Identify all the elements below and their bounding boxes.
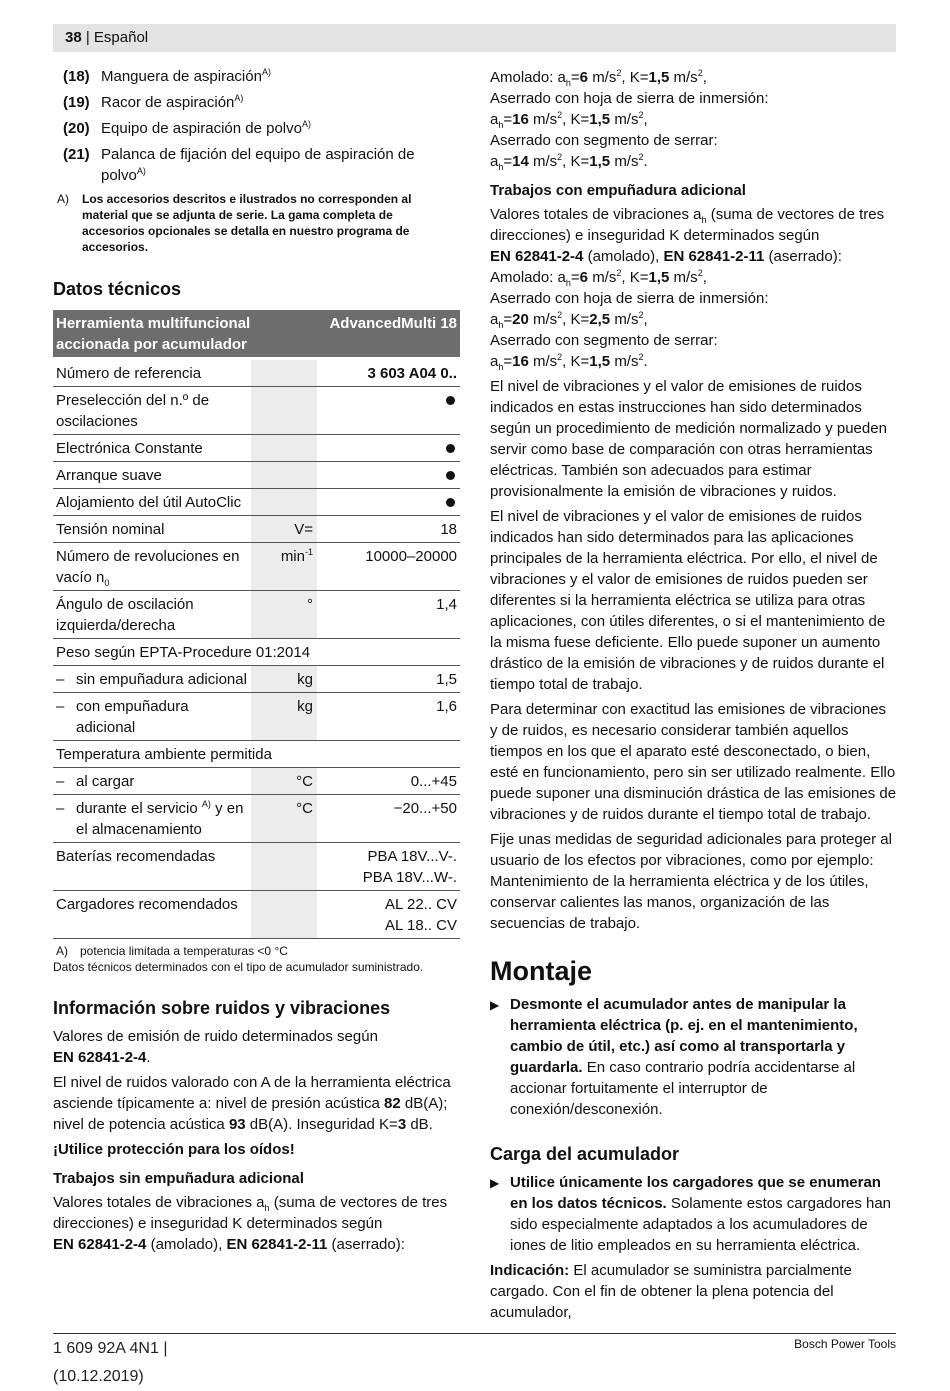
row-unit: kg [251, 666, 317, 693]
left-column [53, 66, 460, 1259]
row-unit: $\min^{-1}$ [251, 543, 317, 591]
feature-dot-icon [446, 471, 455, 480]
row-unit: °C [251, 768, 317, 795]
header-separator: | [81, 29, 94, 46]
value-line: Amolado: $a_h=6$ $m/s^2$, K=1,5 $m/s^2$, [490, 68, 707, 88]
value-line: $a_h=20$ $m/s^2$, K=2,5 $m/s^2$, [490, 310, 648, 330]
row-unit [251, 387, 317, 435]
table-footnote-a: A) potencia limitada a temperaturas <0 °C [56, 944, 288, 958]
row-label: Peso según EPTA-Procedure 01:2014 [53, 639, 460, 666]
noise-paragraph-1: Valores de emisión de ruido determinados según EN 62841-2-4. [53, 1028, 378, 1066]
item-text: Manguera de aspiración$^{A)}$ [101, 67, 271, 85]
row-value [317, 489, 460, 516]
table-row [53, 462, 460, 489]
table-row [53, 666, 460, 693]
value-line: $a_h=16$ $m/s^2$, K=1,5 $m/s^2$. [490, 352, 648, 372]
row-unit: °C [251, 795, 317, 843]
row-value: 3 603 A04 0.. [317, 359, 460, 387]
row-label: – sin empuñadura adicional [53, 666, 251, 693]
vibration-intro: Valores totales de vibraciones $a_h$ (suma de vectores de tres direcciones) e inseguridad K determinados según EN 62841-2-4 (amolado), EN 62841-2-11 (aserrado): [490, 206, 885, 265]
table-footnote-b: Datos técnicos determinados con el tipo de acumulador suministrado. [53, 960, 424, 974]
table-row [53, 435, 460, 462]
row-unit [251, 462, 317, 489]
item-number: (18) [63, 68, 90, 85]
accessory-footnote: A) Los accesorios descritos e ilustrados no corresponden al material que se adjunta de serie. La gama completa de accesorios opcionales se detalla en nuestro programa de accesorios. [57, 192, 412, 254]
row-value [317, 387, 460, 435]
vibration-values-2 [490, 267, 897, 372]
charge-heading: Carga del acumulador [490, 1144, 680, 1164]
vibration-values-1 [490, 67, 897, 172]
value-line: Aserrado con segmento de serrar: [490, 132, 718, 149]
noise-heading: Información sobre ruidos y vibraciones [53, 998, 391, 1018]
table-row [53, 795, 460, 843]
ear-protection-warning: ¡Utilice protección para los oídos! [53, 1141, 295, 1158]
row-value: 10000–20000 [317, 543, 460, 591]
row-unit [251, 359, 317, 387]
list-item [53, 118, 460, 139]
table-head-model: AdvancedMulti 18 [317, 310, 460, 359]
value-line: $a_h=14$ $m/s^2$, K=1,5 $m/s^2$. [490, 152, 648, 172]
row-label: Tensión nominal [53, 516, 251, 543]
triangle-bullet-icon: ▶ [490, 998, 500, 1012]
montaje-warning: ▶ Desmonte el acumulador antes de manipular la herramienta eléctrica (p. ej. en el mantenimiento, cambio de útil, etc.) así como al transportarla y guardarla. En caso contrario podría accidentarse al accionar fortuitamente el interruptor de conexión/desconexión. [490, 996, 858, 1118]
row-unit [251, 891, 317, 939]
row-value: 1,4 [317, 591, 460, 639]
without-handle-heading: Trabajos sin empuñadura adicional [53, 1170, 304, 1187]
value-line: Aserrado con hoja de sierra de inmersión: [490, 290, 769, 307]
with-handle-heading: Trabajos con empuñadura adicional [490, 182, 746, 199]
table-row [53, 591, 460, 639]
table-row [53, 891, 460, 939]
row-value: 1,6 [317, 693, 460, 741]
row-value: PBA 18V...V-. PBA 18V...W-. [317, 843, 460, 891]
row-label: Alojamiento del útil AutoClic [53, 489, 251, 516]
row-label: Ángulo de oscilación izquierda/derecha [53, 591, 251, 639]
table-row [53, 768, 460, 795]
parts-list [53, 66, 460, 186]
row-label: Número de revoluciones en vacío $n_0$ [53, 543, 251, 591]
vibration-paragraph-3: Para determinar con exactitud las emisiones de vibraciones y de ruidos, es necesario considerar también aquellos tiempos en los que el aparato esté desconectado, o bien, esté en funcionamiento, pero sin ser utilizado realmente. Ello puede suponer una disminución drástica de las emisiones de vibraciones y de ruidos durante el tiempo total de trabajo. [490, 701, 897, 823]
row-label: – durante el servicio $^{A)}$ y en el almacenamiento [53, 795, 251, 843]
document-code: 1 609 92A 4N1 | (10.12.2019) [53, 1340, 168, 1385]
vibration-intro: Valores totales de vibraciones $a_h$ (suma de vectores de tres direcciones) e inseguridad K determinados según EN 62841-2-4 (amolado), EN 62841-2-11 (aserrado): [53, 1194, 448, 1253]
row-value [317, 435, 460, 462]
tech-heading: Datos técnicos [53, 279, 182, 299]
charge-warning: ▶ Utilice únicamente los cargadores que se enumeran en los datos técnicos. Solamente estos cargadores han sido especialmente adaptados a los acumuladores de iones de litio empleados en su herramienta eléctrica. [490, 1174, 892, 1254]
vibration-paragraph-4: Fije unas medidas de seguridad adicionales para proteger al usuario de los efectos por vibraciones, como por ejemplo: Mantenimiento de la herramienta eléctrica y de los útiles, conservar calientes las manos, organización de las secuencias de trabajo. [490, 831, 892, 932]
row-label: – con empuñadura adicional [53, 693, 251, 741]
item-number: (19) [63, 94, 90, 111]
row-label: Arranque suave [53, 462, 251, 489]
row-label: Preselección del n.º de oscilaciones [53, 387, 251, 435]
row-label: Cargadores recomendados [53, 891, 251, 939]
table-row [53, 639, 460, 666]
feature-dot-icon [446, 498, 455, 507]
value-line: Aserrado con segmento de serrar: [490, 332, 718, 349]
row-value [317, 462, 460, 489]
table-header-row [53, 310, 460, 359]
table-row [53, 693, 460, 741]
noise-paragraph-2: El nivel de ruidos valorado con A de la herramienta eléctrica asciende típicamente a: nivel de presión acústica 82 dB(A); nivel de potencia acústica 93 dB(A). Inseguridad K=3 dB. [53, 1074, 451, 1133]
row-label: Temperatura ambiente permitida [53, 741, 460, 768]
row-label: – al cargar [53, 768, 251, 795]
row-label: Electrónica Constante [53, 435, 251, 462]
value-line: Aserrado con hoja de sierra de inmersión: [490, 90, 769, 107]
row-value: 0...+45 [317, 768, 460, 795]
item-number: (21) [63, 146, 90, 163]
row-value: AL 22.. CV AL 18.. CV [317, 891, 460, 939]
page-header [53, 24, 896, 52]
row-label: Número de referencia [53, 359, 251, 387]
table-row [53, 359, 460, 387]
row-unit: kg [251, 693, 317, 741]
row-unit [251, 489, 317, 516]
feature-dot-icon [446, 444, 455, 453]
triangle-bullet-icon: ▶ [490, 1176, 500, 1190]
vibration-paragraph-1: El nivel de vibraciones y el valor de emisiones de ruidos indicados en estas instrucciones han sido determinados según un procedimiento de medición normalizado y pueden servir como base de comparación con otras herramientas eléctricas. También son adecuados para estimar provisionalmente la emisión de vibraciones y ruidos. [490, 378, 887, 500]
item-text: Equipo de aspiración de polvo$^{A)}$ [101, 119, 311, 137]
table-row [53, 387, 460, 435]
table-row [53, 516, 460, 543]
table-row [53, 741, 460, 768]
page-footer [53, 1333, 896, 1385]
row-unit [251, 435, 317, 462]
footer-brand: Bosch Power Tools [794, 1337, 896, 1351]
header-language: Español [93, 29, 149, 46]
table-row [53, 843, 460, 891]
row-value: −20...+50 [317, 795, 460, 843]
list-item [53, 66, 460, 87]
table-head-label: Herramienta multifuncional accionada por acumulador [53, 310, 317, 359]
row-value: 1,5 [317, 666, 460, 693]
page-number: 38 [65, 29, 82, 46]
item-text: Palanca de fijación del equipo de aspiración de polvo$^{A)}$ [101, 146, 415, 184]
row-unit: ° [251, 591, 317, 639]
right-column [490, 67, 897, 1327]
feature-dot-icon [446, 396, 455, 405]
row-label: Baterías recomendadas [53, 843, 251, 891]
value-line: $a_h=16$ $m/s^2$, K=1,5 $m/s^2$, [490, 110, 648, 130]
list-item [53, 92, 460, 113]
table-row [53, 543, 460, 591]
vibration-paragraph-2: El nivel de vibraciones y el valor de emisiones de ruidos indicados han sido determinados para las aplicaciones principales de la herramienta eléctrica. Por ello, el nivel de vibraciones y el valor de emisiones de ruidos pueden ser diferentes si la herramienta eléctrica se utiliza para otras aplicaciones, con útiles diferentes, o si el mantenimiento de la misma fuese deficiente. Ello puede suponer un aumento drástico de la emisión de vibraciones y de ruidos durante el tiempo total de trabajo. [490, 508, 886, 693]
list-item [53, 144, 460, 186]
row-unit: V= [251, 516, 317, 543]
row-unit [251, 843, 317, 891]
montaje-heading: Montaje [490, 956, 593, 986]
charge-note: Indicación: El acumulador se suministra parcialmente cargado. Con el fin de obtener la plena potencia del acumulador, [490, 1262, 852, 1321]
row-value: 18 [317, 516, 460, 543]
item-number: (20) [63, 120, 90, 137]
value-line: Amolado: $a_h=6$ $m/s^2$, K=1,5 $m/s^2$, [490, 268, 707, 288]
item-text: Racor de aspiración$^{A)}$ [101, 93, 244, 111]
table-row [53, 489, 460, 516]
tech-data-table [53, 310, 460, 939]
